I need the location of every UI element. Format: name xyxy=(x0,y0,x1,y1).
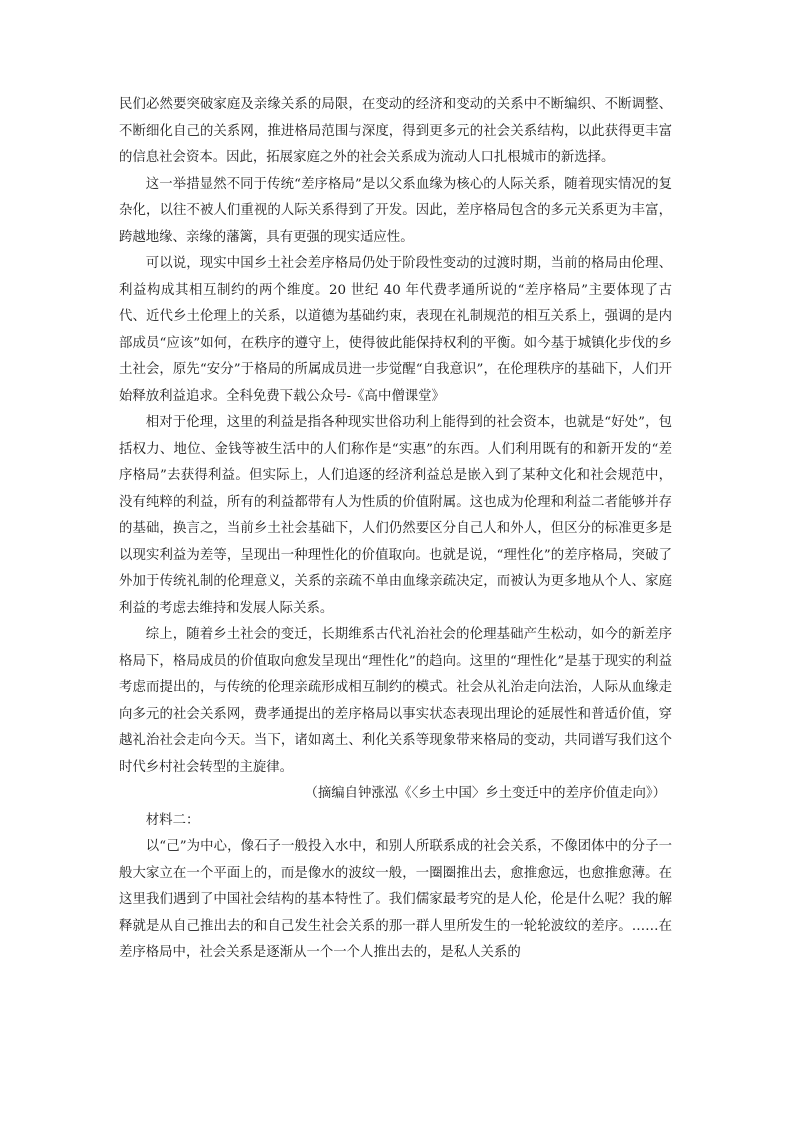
material-paragraph: 以“己”为中心，像石子一般投入水中，和别人所联系成的社会关系，不像团体中的分子一般大家立在一个平面上的，而是像水的波纹一般，一圈圈推出去，愈推愈远，也愈推愈薄。在这里我们遇到了中国社会结构的基本特性了。我们儒家最考究的是人伦，伦是什么呢？我的解释就是从自己推出去的和自己发生社会关系的那一群人里所发生的一轮轮波纹的差序。……在差序格局中，社会关系是逐渐从一个一个人推出去的，是私人关系的 xyxy=(119,839,672,960)
paragraph-continuation: 民们必然要突破家庭及亲缘关系的局限，在变动的经济和变动的关系中不断编织、不断调整、不断细化自己的关系网，推进格局范围与深度，得到更多元的社会关系结构，以此获得更丰富的信息社会资本。因此，拓展家庭之外的社会关系成为流动人口扎根城市的新选择。 xyxy=(119,97,672,165)
paragraph: 综上，随着乡土社会的变迁，长期维系古代礼治社会的伦理基础产生松动，如今的新差序格局下，格局成员的价值取向愈发呈现出“理性化”的趋向。这里的“理性化”是基于现实的利益考虑而提出的，与传统的伦理亲疏形成相互制约的模式。社会从礼治走向法治，人际从血缘走向多元的社会关系网，费孝通提出的差序格局以事实状态表现出理论的延展性和普适价值，穿越礼治社会走向今天。当下，诸如离土、利化关系等现象带来格局的变动，共同谱写我们这个时代乡村社会转型的主旋律。 xyxy=(119,627,672,775)
paragraph: 这一举措显然不同于传统“差序格局”是以父系血缘为核心的人际关系，随着现实情况的复杂化，以往不被人们重视的人际关系得到了开发。因此，差序格局包含的多元关系更为丰富，跨越地缘、亲缘的藩篱，具有更强的现实适应性。 xyxy=(119,176,672,245)
material-label: 材料二： xyxy=(145,812,200,828)
paragraph: 可以说，现实中国乡土社会差序格局仍处于阶段性变动的过渡时期，当前的格局由伦理、利益构成其相互制约的两个维度。20 世纪 40 年代费孝通所说的“差序格局”主要体现了古代、近代乡土伦理上的关系，以道德为基础约束，表现在礼制规范的相互关系上，强调的是内部成员“应该”如何，在秩序的遵守上，使得彼此能保持权利的平衡。如今基于城镇化步伐的乡土社会，原先“安分”于格局的所属成员进一步觉醒“自我意识”，在伦理秩序的基础下，人们开始释放利益追求。全科免费下载公众号-《高中僧课堂》 xyxy=(119,256,672,404)
source-citation: （摘编自钟涨泓《〈乡土中国〉乡土变迁中的差序价值走向》） xyxy=(304,786,666,801)
article-body xyxy=(119,92,672,967)
paragraph: 相对于伦理，这里的利益是指各种现实世俗功利上能得到的社会资本，也就是“好处”，包括权力、地位、金钱等被生活中的人们称作是“实惠”的东西。人们利用既有的和新开发的“差序格局”去获得利益。但实际上，人们追逐的经济利益总是嵌入到了某种文化和社会规范中，没有纯粹的利益，所有的利益都带有人为性质的价值附属。这也成为伦理和利益二者能够并存的基础，换言之，当前乡土社会基础下，人们仍然要区分自己人和外人，但区分的标准更多是以现实利益为差等，呈现出一种理性化的价值取向。也就是说，“理性化”的差序格局，突破了外加于传统礼制的伦理意义，关系的亲疏不单由血缘亲疏决定，而被认为更多地从个人、家庭利益的考虑去维持和发展人际关系。 xyxy=(119,415,672,616)
